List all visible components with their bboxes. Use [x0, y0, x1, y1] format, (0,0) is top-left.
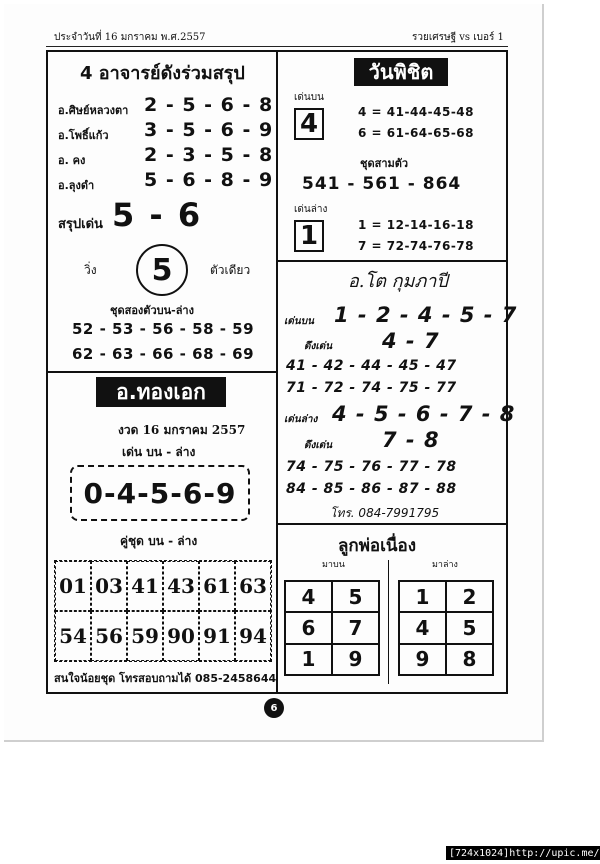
- square-cell: 5: [446, 612, 493, 643]
- oto-title: อ.โต กุมภาปี: [348, 271, 448, 292]
- oto-top-row-1: 41 - 42 - 44 - 45 - 47: [286, 358, 457, 374]
- pair-title: ชุดสองตัวบน-ล่าง: [110, 304, 194, 317]
- master-nums-4: 5 - 6 - 8 - 9: [144, 169, 274, 191]
- square-cell: 4: [285, 581, 332, 612]
- master-name-1: อ.ศิษย์หลวงตา: [58, 104, 129, 117]
- lookpor-divider: [388, 560, 389, 684]
- wanpichit-bottom-line-2: 7 = 72-74-76-78: [358, 239, 474, 253]
- newspaper-page: [4, 4, 544, 742]
- pair-row-2: 62 - 63 - 66 - 68 - 69: [72, 345, 255, 363]
- grid-cell: 59: [127, 611, 163, 661]
- header-date: ประจำวันที่ 16 มกราคม พ.ศ.2557: [54, 32, 206, 43]
- lookpor-title: ลูกพ่อเนื่อง: [338, 536, 417, 556]
- square-cell: 1: [399, 581, 446, 612]
- grid-cell: 54: [55, 611, 91, 661]
- tongek-featured-box: 0-4-5-6-9: [70, 465, 250, 521]
- page-number: 6: [264, 698, 284, 718]
- oto-bottom-nums: 4 - 5 - 6 - 7 - 8: [332, 402, 516, 426]
- run-label: วิ่ง: [84, 263, 97, 277]
- square-cell: 9: [399, 644, 446, 675]
- wanpichit-set-label: ชุดสามตัว: [360, 157, 409, 170]
- pair-row-1: 52 - 53 - 56 - 58 - 59: [72, 320, 255, 338]
- image-host-stamp: [724x1024]http://upic.me/: [446, 846, 600, 860]
- oto-bottom-label: เด่นล่าง: [284, 414, 318, 425]
- grid-cell: 01: [55, 561, 91, 611]
- oto-top-label: เด่นบน: [284, 316, 314, 327]
- tongek-footer: สนใจน้อยชุด โทรสอบถามได้ 085-2458644: [54, 672, 277, 685]
- master-nums-3: 2 - 3 - 5 - 8: [144, 144, 274, 166]
- summary-featured-nums: 5 - 6: [112, 196, 203, 234]
- grid-cell: 41: [127, 561, 163, 611]
- square-cell: 1: [285, 644, 332, 675]
- grid-cell: 91: [199, 611, 235, 661]
- oto-bottom-row-2: 84 - 85 - 86 - 87 - 88: [286, 481, 457, 497]
- square-cell: 5: [332, 581, 379, 612]
- header-rule: [46, 46, 508, 47]
- tongek-position: เด่น บน - ล่าง: [122, 445, 196, 459]
- master-nums-1: 2 - 5 - 6 - 8: [144, 94, 274, 116]
- wanpichit-top-line-1: 4 = 41-44-45-48: [358, 105, 474, 119]
- tongek-couple-title: คู่ชุด บน - ล่าง: [120, 534, 198, 548]
- square-cell: 7: [332, 612, 379, 643]
- oto-bottom-featured: 7 - 8: [382, 428, 440, 452]
- wanpichit-top-line-2: 6 = 61-64-65-68: [358, 126, 474, 140]
- grid-cell: 63: [235, 561, 271, 611]
- right-section-divider-2: [276, 523, 508, 525]
- grid-cell: 03: [91, 561, 127, 611]
- square-cell: 9: [332, 644, 379, 675]
- grid-cell: 61: [199, 561, 235, 611]
- wanpichit-top-label: เด่นบน: [294, 92, 324, 103]
- summary-title: 4 อาจารย์ดังร่วมสรุป: [80, 63, 245, 84]
- master-nums-2: 3 - 5 - 6 - 9: [144, 119, 274, 141]
- lookpor-bottom-grid: [398, 580, 494, 676]
- oto-top-featured-label: ดึงเด่น: [304, 341, 333, 352]
- oto-telephone: โทร. 084-7991795: [330, 506, 440, 520]
- wanpichit-top-digit: 4: [294, 108, 324, 140]
- wanpichit-bottom-label: เด่นล่าง: [294, 204, 328, 215]
- header-publication: รวยเศรษฐี vs เบอร์ 1: [412, 32, 504, 43]
- oto-bottom-featured-label: ดึงเด่น: [304, 440, 333, 451]
- square-cell: 8: [446, 644, 493, 675]
- tongek-draw-date: งวด 16 มกราคม 2557: [118, 423, 246, 437]
- master-name-4: อ.ลุงดำ: [58, 179, 95, 192]
- oto-bottom-row-1: 74 - 75 - 76 - 77 - 78: [286, 459, 457, 475]
- square-cell: 2: [446, 581, 493, 612]
- grid-cell: 43: [163, 561, 199, 611]
- single-digit-circle: 5: [136, 244, 188, 296]
- lookpor-top-grid: [284, 580, 380, 676]
- master-name-2: อ.โพธิ์แก้ว: [58, 129, 109, 142]
- right-section-divider-1: [276, 260, 508, 262]
- wanpichit-bottom-digit: 1: [294, 220, 324, 252]
- tongek-title: อ.ทองเอก: [96, 377, 226, 407]
- left-section-divider: [46, 371, 278, 373]
- oto-top-nums: 1 - 2 - 4 - 5 - 7: [334, 303, 518, 327]
- oto-top-featured: 4 - 7: [382, 329, 440, 353]
- grid-cell: 94: [235, 611, 271, 661]
- summary-featured-label: สรุปเด่น: [58, 217, 103, 232]
- lookpor-top-label: มาบน: [322, 560, 345, 570]
- grid-cell: 90: [163, 611, 199, 661]
- oto-top-row-2: 71 - 72 - 74 - 75 - 77: [286, 380, 457, 396]
- lookpor-bottom-label: มาล่าง: [432, 560, 458, 570]
- master-name-3: อ. คง: [58, 154, 86, 167]
- wanpichit-bottom-line-1: 1 = 12-14-16-18: [358, 218, 474, 232]
- tongek-number-grid: [54, 560, 272, 662]
- single-label: ตัวเดียว: [210, 263, 251, 277]
- square-cell: 4: [399, 612, 446, 643]
- wanpichit-title: วันพิชิต: [354, 58, 448, 86]
- wanpichit-set-nums: 541 - 561 - 864: [302, 174, 462, 194]
- square-cell: 6: [285, 612, 332, 643]
- grid-cell: 56: [91, 611, 127, 661]
